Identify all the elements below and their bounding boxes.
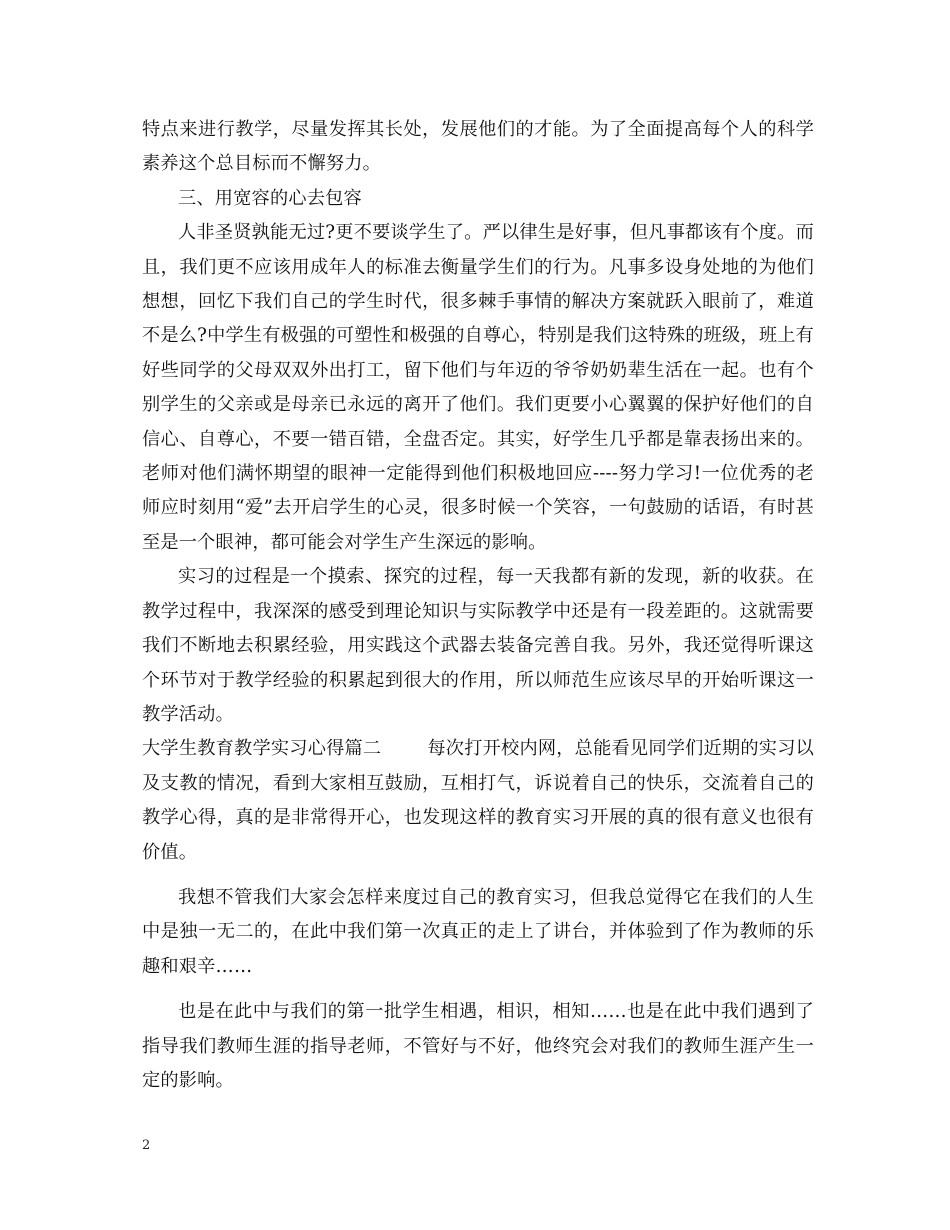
- document-body: [142, 113, 814, 1098]
- paragraph-6: 也是在此中与我们的第一批学生相遇，相识，相知……也是在此中我们遇到了指导我们教师生涯的指导老师，不管好与不好，他终究会对我们的教师生涯产生一定的影响。: [142, 1001, 814, 1091]
- section-heading-3: 三、用宽容的心去包容: [178, 187, 362, 209]
- paragraph-1: 特点来进行教学，尽量发挥其长处，发展他们的才能。为了全面提高每个人的科学素养这个总目标而不懈努力。: [142, 119, 814, 175]
- paragraph-4: [142, 732, 814, 870]
- paragraph-4-text: 每次打开校内网，总能看见同学们近期的实习以及支教的情况，看到大家相互鼓励，互相打气，诉说着自己的快乐，交流着自己的教学心得，真的是非常得开心，也发现这样的教育实习开展的真的很有意义也很有价值。: [142, 738, 814, 863]
- page-number: 2: [142, 1138, 151, 1153]
- article-heading: 大学生教育教学实习心得篇二: [142, 738, 382, 760]
- paragraph-3: 实习的过程是一个摸索、探究的过程，每一天我都有新的发现，新的收获。在教学过程中，我深深的感受到理论知识与实际教学中还是有一段差距的。这就需要我们不断地去积累经验，用实践这个武器去装备完善自我。另外，我还觉得听课这个环节对于教学经验的积累起到很大的作用，所以师范生应该尽早的开始听课这一教学活动。: [142, 566, 814, 725]
- paragraph-2: 人非圣贤孰能无过?更不要谈学生了。严以律生是好事，但凡事都该有个度。而且，我们更不应该用成年人的标准去衡量学生们的行为。凡事多设身处地的为他们想想，回忆下我们自己的学生时代，很多棘手事情的解决方案就跃入眼前了，难道不是么?中学生有极强的可塑性和极强的自尊心，特别是我们这特殊的班级，班上有好些同学的父母双双外出打工，留下他们与年迈的爷爷奶奶辈生活在一起。也有个别学生的父亲或是母亲已永远的离开了他们。我们更要小心翼翼的保护好他们的自信心、自尊心，不要一错百错，全盘否定。其实，好学生几乎都是靠表扬出来的。老师对他们满怀期望的眼神一定能得到他们积极地回应----努力学习!一位优秀的老师应时刻用“爱”去开启学生的心灵，很多时候一个笑容，一句鼓励的话语，有时甚至是一个眼神，都可能会对学生产生深远的影响。: [142, 222, 814, 553]
- paragraph-5: 我想不管我们大家会怎样来度过自己的教育实习，但我总觉得它在我们的人生中是独一无二的，在此中我们第一次真正的走上了讲台，并体验到了作为教师的乐趣和艰辛……: [142, 886, 814, 977]
